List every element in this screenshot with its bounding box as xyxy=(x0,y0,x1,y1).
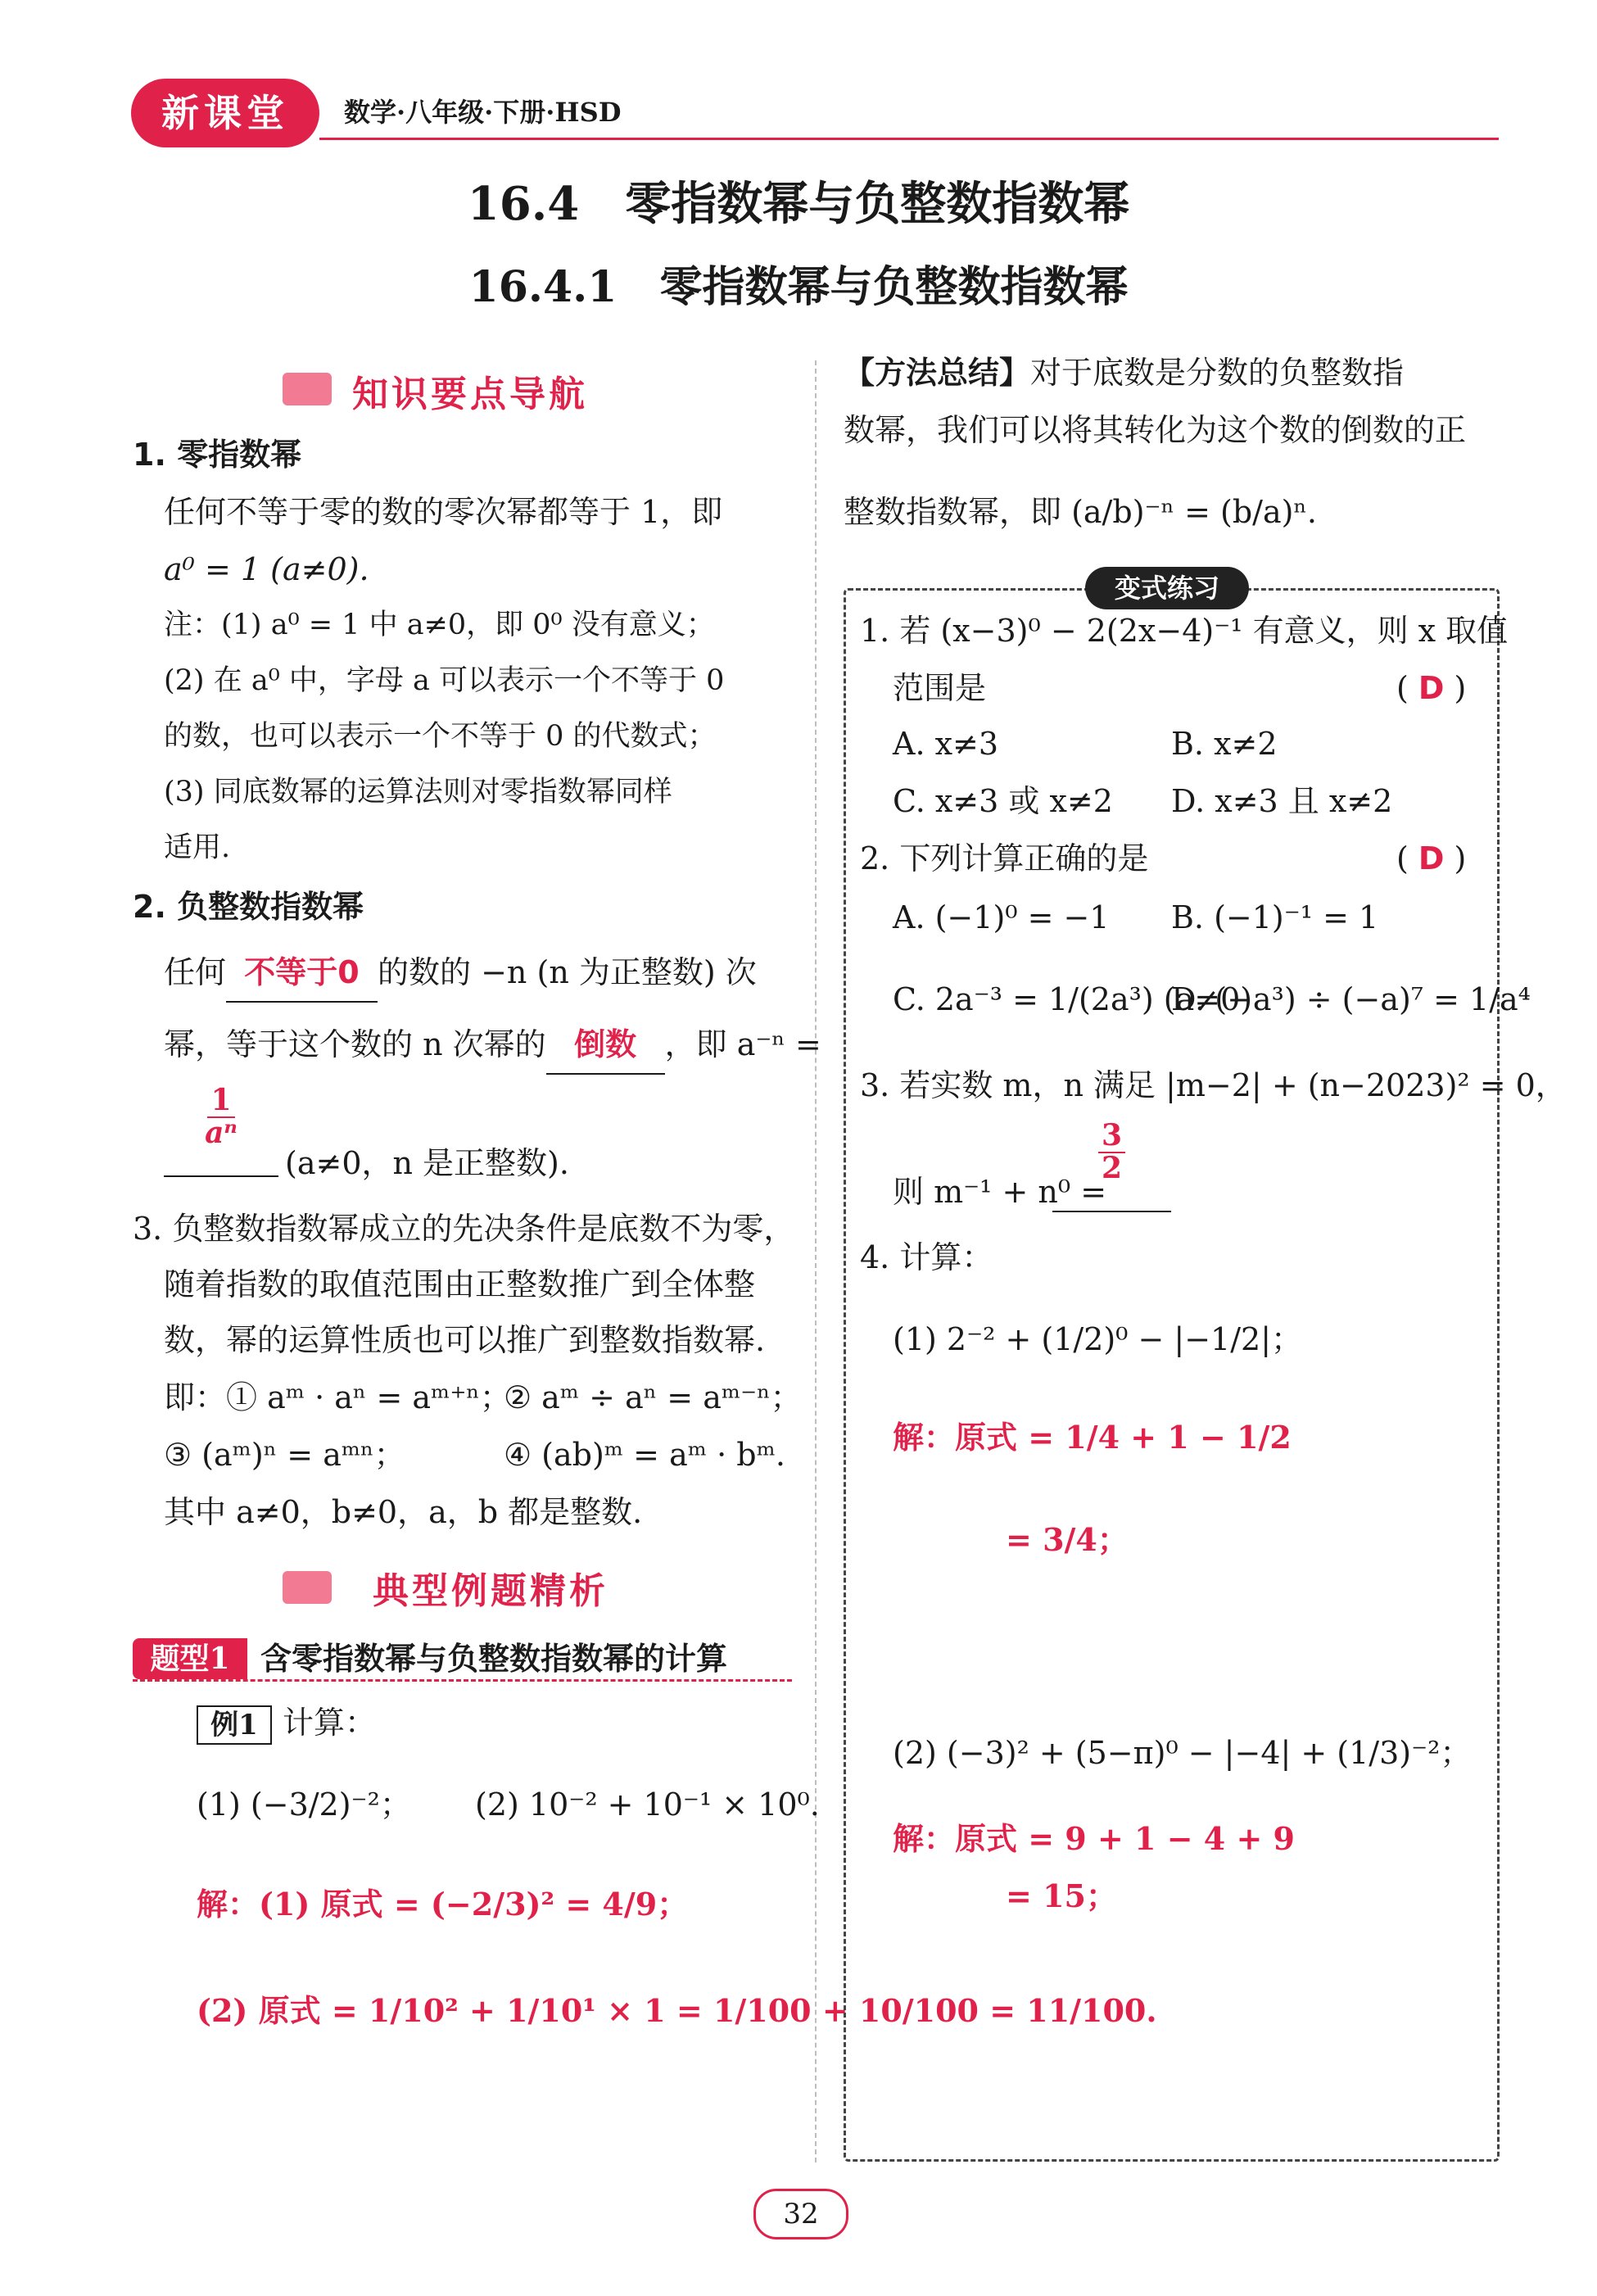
example-label: 例1 xyxy=(197,1705,272,1745)
point3-line3: 数，幂的运算性质也可以推广到整数指数幂. xyxy=(164,1322,766,1358)
rule-4: ④ (ab)ᵐ = aᵐ · bᵐ. xyxy=(504,1437,785,1473)
answer-blank-1: 不等于0 xyxy=(226,944,378,1003)
point2-line1-post: 的数的 −n (n 为正整数) 次 xyxy=(378,954,757,990)
book-icon xyxy=(283,373,332,405)
q3-answer-den: 2 xyxy=(1101,1150,1123,1185)
q3-answer-fraction xyxy=(1098,1118,1125,1185)
point1-title: 1. 零指数幂 xyxy=(133,437,302,473)
q2-option-d: D. (−a³) ÷ (−a)⁷ = 1/a⁴ xyxy=(1171,981,1531,1017)
q4-part1-solution-b: = 3/4； xyxy=(1006,1521,1129,1558)
method-text1: 对于底数是分数的负整数指 xyxy=(1030,355,1405,391)
blank3-num: 1 xyxy=(207,1085,234,1118)
example-q1: (1) (−3/2)⁻²； xyxy=(197,1787,411,1823)
point2-line2-post: ，即 a⁻ⁿ = xyxy=(664,1026,821,1062)
point2-line1 xyxy=(164,944,757,1003)
method-line2: 数幂，我们可以将其转化为这个数的倒数的正 xyxy=(844,412,1467,448)
examples-heading: 典型例题精析 xyxy=(373,1570,608,1612)
q4-title: 4. 计算： xyxy=(860,1239,993,1275)
method-line3: 整数指数幂，即 (a/b)⁻ⁿ = (b/a)ⁿ. xyxy=(844,494,1317,530)
point3-line4: 其中 a≠0，b≠0，a，b 都是整数. xyxy=(164,1494,643,1530)
example-solution-2: (2) 原式 = 1/10² + 1/10¹ × 1 = 1/100 + 10/100 = 11/100. xyxy=(197,1992,1157,2029)
q2-option-c: C. 2a⁻³ = 1/(2a³) (a≠0) xyxy=(893,981,1253,1017)
point3-line1: 3. 负整数指数幂成立的先决条件是底数不为零， xyxy=(133,1211,795,1247)
q3-answer-blank xyxy=(1052,1118,1171,1212)
rule-3: ③ (aᵐ)ⁿ = aᵐⁿ； xyxy=(164,1437,405,1473)
point1-line2: a⁰ = 1 (a≠0). xyxy=(164,551,369,587)
point1-note2b: 的数，也可以表示一个不等于 0 的代数式； xyxy=(164,720,717,753)
header-rule xyxy=(319,138,1499,140)
q2-answer-slot: ( D ) xyxy=(1396,840,1467,876)
point3-line2: 随着指数的取值范围由正整数推广到全体整 xyxy=(164,1266,756,1302)
type-title: 含零指数幂与负整数指数幂的计算 xyxy=(260,1641,728,1677)
q1-stem: 1. 若 (x−3)⁰ − 2(2x−4)⁻¹ 有意义，则 x 取值 xyxy=(860,613,1509,649)
point2-line2-pre: 幂，等于这个数的 n 次幂的 xyxy=(164,1026,546,1062)
method-tag: 【方法总结】 xyxy=(844,355,1031,391)
q2-answer: D xyxy=(1418,840,1445,876)
q4-part2: (2) (−3)² + (5−π)⁰ − |−4| + (1/3)⁻²； xyxy=(893,1735,1472,1771)
type-tag: 题型1 xyxy=(133,1638,247,1679)
series-logo: 新课堂 xyxy=(131,79,319,147)
rule-2: ② aᵐ ÷ aⁿ = aᵐ⁻ⁿ； xyxy=(504,1379,802,1415)
page-number: 32 xyxy=(753,2189,848,2239)
method-line1 xyxy=(844,344,1404,401)
type-underline xyxy=(133,1679,792,1682)
point2-title: 2. 负整数指数幂 xyxy=(133,889,364,925)
book-info: 数学·八年级·下册·HSD xyxy=(344,97,622,128)
blank3-den: aⁿ xyxy=(205,1115,238,1150)
subsection-title: 16.4.1 零指数幂与负整数指数幂 xyxy=(468,262,1129,312)
example-q2: (2) 10⁻² + 10⁻¹ × 10⁰. xyxy=(475,1787,820,1823)
q3-answer-num: 3 xyxy=(1098,1121,1125,1153)
answer-blank-2: 倒数 xyxy=(546,1016,665,1075)
point2-line3: (a≠0，n 是正整数). xyxy=(285,1145,569,1181)
point1-note2a: (2) 在 a⁰ 中，字母 a 可以表示一个不等于 0 xyxy=(164,664,725,697)
books-icon xyxy=(283,1571,332,1604)
point2-line2 xyxy=(164,1016,821,1075)
column-divider xyxy=(815,360,817,2162)
blank3-fraction xyxy=(201,1085,241,1149)
q1-answer: D xyxy=(1418,670,1445,706)
q4-part1: (1) 2⁻² + (1/2)⁰ − |−1/2|； xyxy=(893,1321,1303,1357)
practice-tag: 变式练习 xyxy=(1085,567,1249,609)
point1-line1: 任何不等于零的数的零次幂都等于 1，即 xyxy=(164,494,723,530)
q3-stem2: 则 m⁻¹ + n⁰ = xyxy=(893,1174,1107,1210)
answer-blank-3 xyxy=(164,1085,278,1177)
q2-stem: 2. 下列计算正确的是 xyxy=(860,840,1149,876)
point1-note3b: 适用. xyxy=(164,831,231,864)
example-solution-1: 解：(1) 原式 = (−2/3)² = 4/9； xyxy=(197,1886,689,1922)
q4-part2-solution-b: = 15； xyxy=(1006,1877,1117,1914)
point2-line1-pre: 任何 xyxy=(164,954,227,990)
q2-option-b: B. (−1)⁻¹ = 1 xyxy=(1171,899,1379,935)
q4-part2-solution-a: 解：原式 = 9 + 1 − 4 + 9 xyxy=(893,1820,1295,1857)
q1-stem2: 范围是 xyxy=(893,670,987,706)
knowledge-heading: 知识要点导航 xyxy=(352,374,588,415)
point1-note1: 注：(1) a⁰ = 1 中 a≠0，即 0⁰ 没有意义； xyxy=(164,609,715,641)
point1-note3a: (3) 同底数幂的运算法则对零指数幂同样 xyxy=(164,776,672,808)
rule-1: 即：① aᵐ · aⁿ = aᵐ⁺ⁿ； xyxy=(164,1379,511,1415)
section-title: 16.4 零指数幂与负整数指数幂 xyxy=(467,177,1130,231)
example-prompt: 计算： xyxy=(283,1705,377,1741)
q3-stem: 3. 若实数 m，n 满足 |m−2| + (n−2023)² = 0， xyxy=(860,1067,1567,1103)
q1-option-b: B. x≠2 xyxy=(1171,726,1278,762)
q1-option-d: D. x≠3 且 x≠2 xyxy=(1171,783,1393,819)
q1-answer-slot: ( D ) xyxy=(1396,670,1467,706)
q2-option-a: A. (−1)⁰ = −1 xyxy=(893,899,1110,935)
q1-option-a: A. x≠3 xyxy=(893,726,999,762)
q4-part1-solution-a: 解：原式 = 1/4 + 1 − 1/2 xyxy=(893,1419,1292,1456)
q1-option-c: C. x≠3 或 x≠2 xyxy=(893,783,1113,819)
